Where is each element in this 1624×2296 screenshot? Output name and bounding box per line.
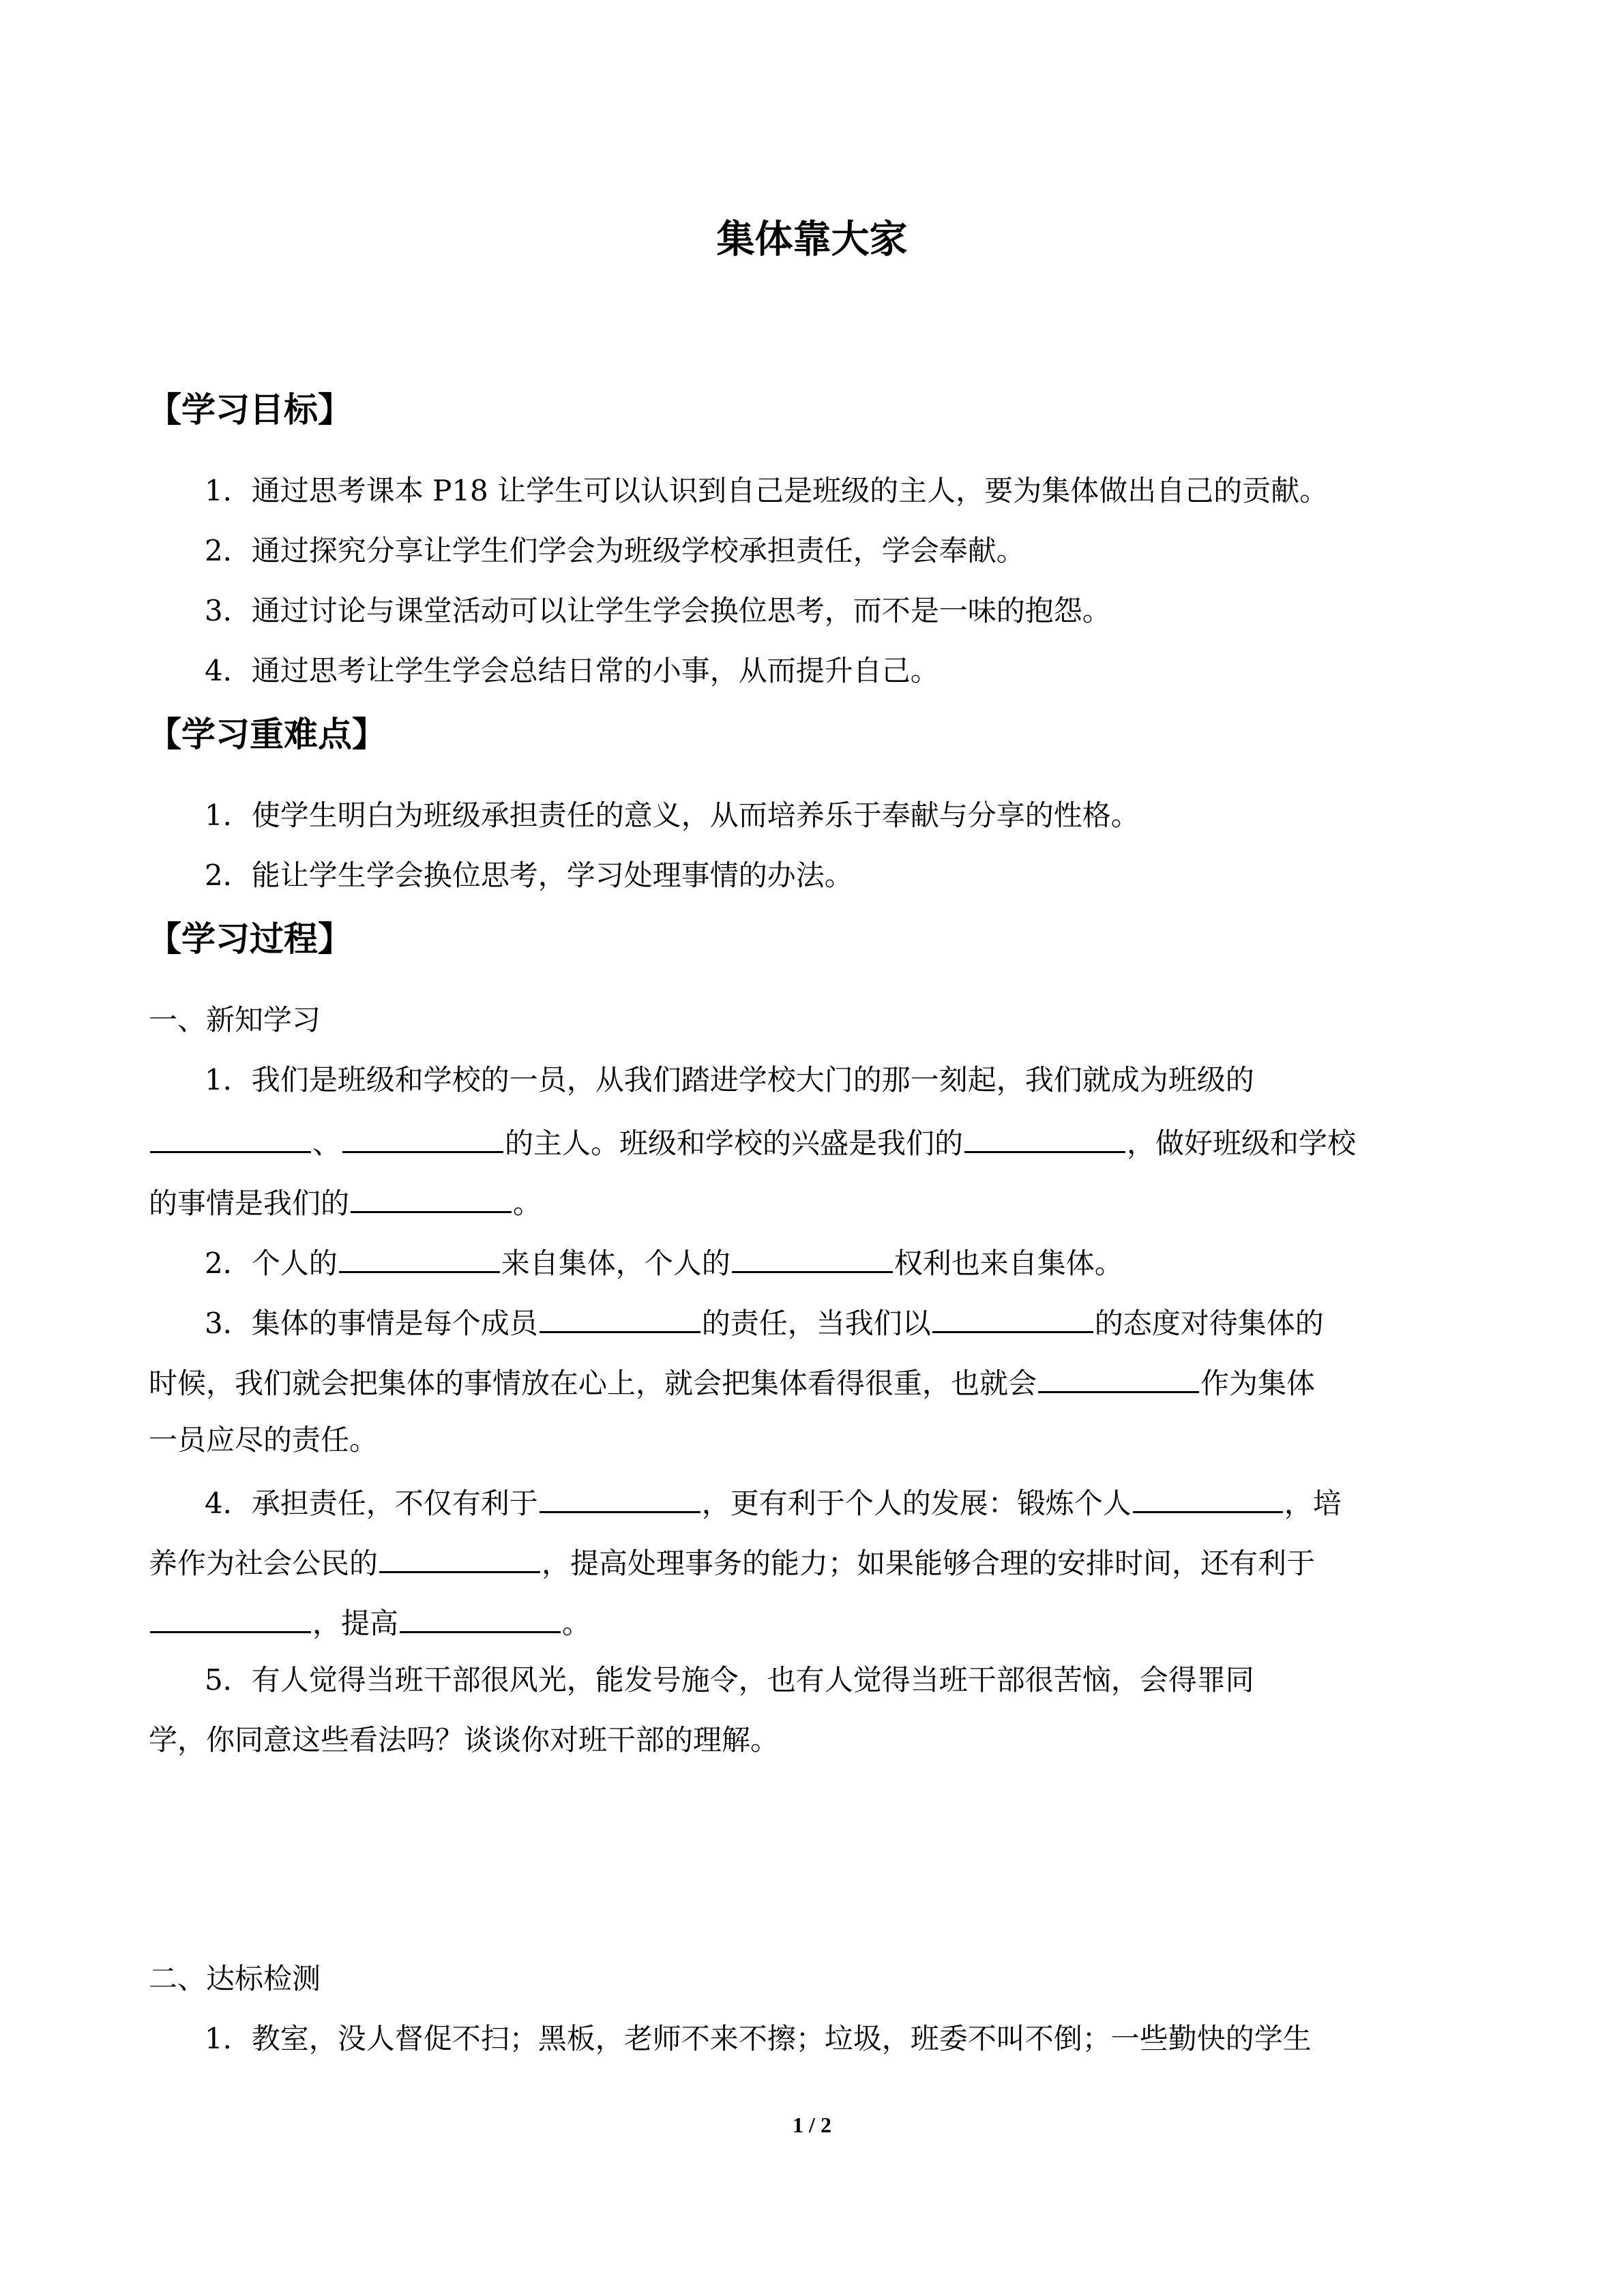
part-heading-assessment: 二、达标检测 <box>149 1962 321 1995</box>
fill-blank[interactable] <box>342 1120 503 1153</box>
key-point-item-2: 2．能让学生学会换位思考，学习处理事情的办法。 <box>205 859 853 892</box>
question-3-line-3 <box>149 1420 1465 1461</box>
fill-blank[interactable] <box>540 1480 700 1513</box>
question-1-text-a: 1．我们是班级和学校的一员，从我们踏进学校大门的那一刻起，我们就成为班级的 <box>205 1063 1254 1097</box>
question-4-line-3 <box>149 1600 1465 1644</box>
fill-blank[interactable] <box>932 1300 1093 1333</box>
question-3-text-b: 的责任，当我们以 <box>701 1307 931 1340</box>
question-4-line-2 <box>149 1540 1465 1584</box>
question-1-text-d: ，做好班级和学校 <box>1127 1127 1357 1160</box>
question-1-text-c: 的主人。班级和学校的兴盛是我们的 <box>505 1127 964 1160</box>
section-heading-key-points: 【学习重难点】 <box>147 715 386 754</box>
question-4-text-a: 4．承担责任，不仅有利于 <box>205 1487 538 1520</box>
section-heading-process: 【学习过程】 <box>147 919 352 959</box>
question-4-line-1 <box>205 1480 1521 1524</box>
question-3-text-f: 一员应尽的责任。 <box>149 1423 379 1457</box>
question-3-line-1 <box>205 1300 1521 1344</box>
question-1-line-1 <box>205 1060 1521 1101</box>
assessment-question-1: 1．教室，没人督促不扫；黑板，老师不来不擦；垃圾，班委不叫不倒；一些勤快的学生 <box>205 2022 1312 2055</box>
page-number: 1 / 2 <box>793 2113 831 2137</box>
question-2-text-b: 来自集体，个人的 <box>501 1247 730 1280</box>
question-3-text-c: 的态度对待集体的 <box>1094 1307 1324 1340</box>
question-4-text-d: 养作为社会公民的 <box>149 1547 379 1580</box>
fill-blank[interactable] <box>732 1240 893 1273</box>
question-3-text-d: 时候，我们就会把集体的事情放在心上，就会把集体看得很重，也就会 <box>149 1367 1037 1400</box>
fill-blank[interactable] <box>540 1300 700 1333</box>
fill-blank[interactable] <box>339 1240 500 1273</box>
fill-blank[interactable] <box>964 1120 1125 1153</box>
question-1-line-2 <box>149 1120 1465 1164</box>
question-1-text-e: 的事情是我们的 <box>149 1187 350 1220</box>
fill-blank[interactable] <box>1133 1480 1283 1513</box>
fill-blank[interactable] <box>1038 1360 1199 1393</box>
question-1-text-b: 、 <box>312 1127 342 1160</box>
section-heading-objectives: 【学习目标】 <box>147 390 352 430</box>
part-heading-new-knowledge: 一、新知学习 <box>149 1003 321 1037</box>
objective-item-3: 3．通过讨论与课堂活动可以让学生学会换位思考，而不是一味的抱怨。 <box>205 594 1111 627</box>
question-2-text-c: 权利也来自集体。 <box>894 1247 1123 1280</box>
objective-item-4: 4．通过思考让学生学会总结日常的小事，从而提升自己。 <box>205 654 939 687</box>
fill-blank[interactable] <box>351 1180 512 1213</box>
objective-item-1: 1．通过思考课本 P18 让学生可以认识到自己是班级的主人，要为集体做出自己的贡献。 <box>205 474 1329 507</box>
question-4-text-c: ，培 <box>1284 1487 1342 1520</box>
question-2-line-1 <box>205 1240 1521 1284</box>
fill-blank[interactable] <box>400 1600 561 1633</box>
question-3-text-e: 作为集体 <box>1200 1367 1316 1400</box>
question-5-line-1: 5．有人觉得当班干部很风光，能发号施令，也有人觉得当班干部很苦恼，会得罪同 <box>205 1663 1254 1697</box>
question-2-text-a: 2．个人的 <box>205 1247 338 1280</box>
question-3-line-2 <box>149 1360 1465 1404</box>
question-3-text-a: 3．集体的事情是每个成员 <box>205 1307 538 1340</box>
question-4-text-g: 。 <box>562 1607 591 1640</box>
question-4-text-f: ，提高 <box>312 1607 399 1640</box>
question-1-text-f: 。 <box>513 1187 542 1220</box>
key-point-item-1: 1．使学生明白为班级承担责任的意义，从而培养乐于奉献与分享的性格。 <box>205 799 1140 832</box>
fill-blank[interactable] <box>150 1120 311 1153</box>
page-title: 集体靠大家 <box>716 218 908 262</box>
question-5-line-2: 学，你同意这些看法吗？谈谈你对班干部的理解。 <box>149 1723 780 1757</box>
fill-blank[interactable] <box>379 1540 540 1573</box>
objective-item-2: 2．通过探究分享让学生们学会为班级学校承担责任，学会奉献。 <box>205 534 1025 567</box>
question-1-line-3 <box>149 1180 1465 1224</box>
fill-blank[interactable] <box>150 1600 311 1633</box>
question-4-text-e: ，提高处理事务的能力；如果能够合理的安排时间，还有利于 <box>542 1547 1316 1580</box>
question-4-text-b: ，更有利于个人的发展：锻炼个人 <box>701 1487 1132 1520</box>
